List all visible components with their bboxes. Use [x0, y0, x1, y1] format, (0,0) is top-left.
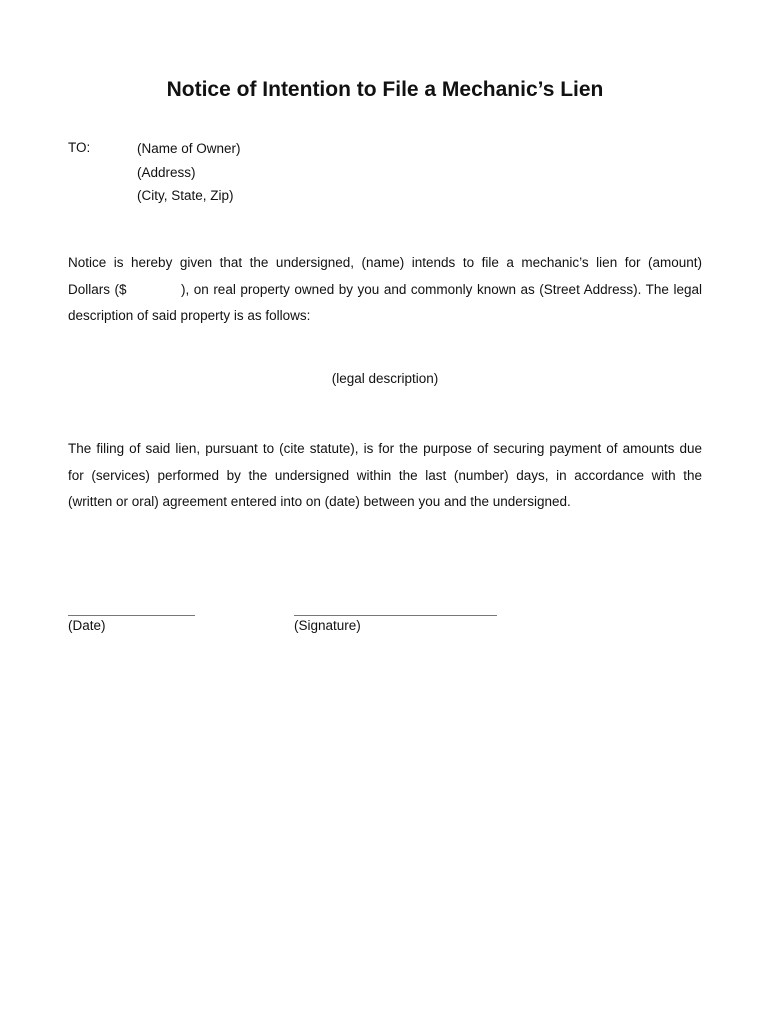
signature-line	[294, 615, 497, 616]
owner-address-line: (Address)	[137, 164, 196, 180]
notice-paragraph	[68, 254, 702, 334]
paragraph-line: The filing of said lien, pursuant to (cite statute), is for the purpose of securing payment of amounts due	[68, 441, 702, 456]
paragraph-line: description of said property is as follows:	[68, 308, 311, 323]
paragraph-line: (written or oral) agreement entered into on (date) between you and the undersigned.	[68, 494, 571, 509]
owner-city-state-zip-line: (City, State, Zip)	[137, 188, 234, 203]
legal-description: (legal description)	[331, 371, 439, 386]
recipient-lines	[137, 140, 437, 211]
signature-label: (Signature)	[294, 618, 361, 633]
date-line	[68, 615, 195, 616]
filing-paragraph	[68, 440, 702, 520]
paragraph-line: Dollars ($ ), on real property owned by you and commonly known as (Street Address). The legal	[68, 281, 702, 297]
paragraph-line: for (services) performed by the undersigned within the last (number) days, in accordance with the	[68, 467, 702, 483]
date-label: (Date)	[68, 618, 106, 633]
to-label: TO:	[68, 140, 91, 155]
owner-name-line: (Name of Owner)	[137, 141, 241, 156]
document-title: Notice of Intention to File a Mechanic’s Lien	[166, 78, 604, 101]
paragraph-line: Notice is hereby given that the undersigned, (name) intends to file a mechanic’s lien for (amount)	[68, 255, 702, 270]
